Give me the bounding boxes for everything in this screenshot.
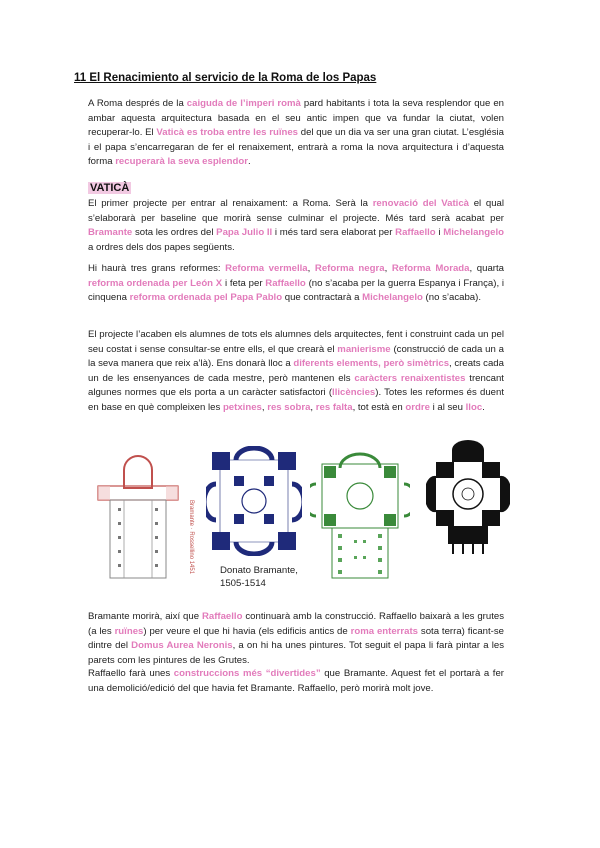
text-run: del que un dia va ser una gran ciutat. L’església i el papa s’encarregaran de fer el renaixement, entrarà a roma la nova arquitectura i d’aquesta forma	[88, 127, 505, 167]
highlighted-term: Reforma Morada	[391, 263, 470, 274]
rossellino-plan-drawing	[88, 448, 184, 582]
highlighted-term: res sobra	[267, 401, 311, 413]
highlighted-term: caràcters renaixentistes	[354, 372, 466, 384]
text-run: Raffaello farà unes	[88, 668, 174, 679]
text-run: ). Totes les reformes és duent en base en què compleixen les	[88, 387, 505, 413]
paragraph-intro	[88, 97, 504, 170]
highlighted-term: Michelangelo	[443, 227, 504, 238]
highlighted-term: Michelangelo	[362, 292, 423, 303]
text-run: a ordres dels dos papes següents.	[88, 241, 235, 253]
text-run: (no s’acaba per la guerra Espanya i França), i cinquena	[88, 277, 505, 303]
paragraph-raffaello-construccions	[88, 667, 504, 696]
highlighted-term: Raffaello	[265, 277, 306, 289]
highlighted-term: manierisme	[337, 343, 391, 355]
paragraph-reforms	[88, 262, 504, 306]
text-run: , a on hi ha unes pintures. Tot seguit el papa li farà pintar a les parets com les pintures de les Grutes.	[88, 640, 504, 666]
highlighted-term: ruïnes	[114, 625, 144, 637]
plan-caption	[220, 564, 298, 590]
highlighted-term: reforma ordenada per León X	[88, 277, 223, 289]
text-run: ,	[307, 263, 315, 274]
text-run: el qual s’elaborarà per baseline que morirà sense culminar el projecte. Més tard serà acabat per	[88, 198, 504, 224]
highlighted-term: llicències	[332, 387, 376, 398]
text-run: sota terra) ficant-se dintre del	[88, 625, 504, 651]
text-run: i al seu	[429, 401, 466, 413]
michelangelo-plan-drawing	[418, 440, 518, 560]
highlighted-term: lloc	[465, 401, 483, 413]
plan-vertical-label: Bramante · Rossellino 1451	[188, 500, 194, 575]
highlighted-term: Reforma vermella	[225, 263, 308, 274]
text-run: trencant algunes normes que els porta a un caràcter satisfactori (	[88, 372, 504, 398]
text-run: Bramante morirà, així que	[88, 611, 202, 622]
section-heading-vatica: VATICÀ	[90, 182, 130, 194]
plan-caption-line-2: 1505-1514	[220, 578, 266, 589]
highlighted-term: Domus Aurea Neronis	[131, 640, 233, 651]
text-run: continuarà amb la construcció. Raffaello baixarà a les grutes (a les	[88, 611, 504, 637]
highlighted-term: roma enterrats	[350, 625, 419, 637]
highlighted-term: caiguda de l’imperi romà	[186, 98, 301, 109]
page-title: 11 El Renacimiento al servicio de la Roma de los Papas	[74, 72, 377, 84]
text-run: i més tard sera elaborat per	[272, 227, 396, 238]
text-run: ) per veure el que hi havia (els edificis antics de	[143, 625, 351, 637]
text-run: (construcció de cada un a la seva manera que reix a’là). Ens donarà lloc a	[88, 343, 504, 369]
text-run: (no s’acaba).	[422, 292, 481, 303]
highlighted-term: Papa Julio II	[216, 227, 273, 238]
text-run: .	[482, 401, 485, 413]
plan-caption-line-1: Donato Bramante,	[220, 565, 298, 576]
paragraph-first-project	[88, 197, 504, 255]
text-run: ,	[384, 263, 392, 274]
highlighted-term: ordre	[405, 401, 430, 413]
text-run: pard habitants i tota la seva resplendor que en ambar aquesta arquitectura basada en el seu antic impen que va fundar la ciutat, volen recuperar-lo. El	[88, 98, 504, 138]
bramante-plan-drawing	[206, 446, 302, 556]
highlighted-term: Bramante	[88, 227, 133, 238]
text-run: que Bramante. Aquest fet el portarà a fer una demolició/edició del que havia fet Bramante. Raffaello, però morirà molt jove.	[88, 668, 504, 694]
highlighted-term: renovació del Vaticà	[372, 198, 469, 209]
text-run: que contractarà a	[282, 292, 363, 303]
text-run: , quarta	[469, 263, 504, 274]
highlighted-term: petxines	[222, 401, 262, 413]
highlighted-term: Reforma negra	[314, 263, 385, 274]
paragraph-raffaello-grutes	[88, 610, 504, 668]
text-run: El projecte l’acaben els alumnes de tots els alumnes dels arquitectes, fent i construint cada un pel seu costat i sense consultar-se entre ells, el que crearà el	[88, 329, 504, 355]
text-run: sota les ordres del	[132, 227, 217, 238]
text-run: , tot està en	[352, 401, 406, 413]
highlighted-term: Raffaello	[201, 611, 243, 622]
highlighted-term: res falta	[315, 401, 353, 413]
floor-plans-figure	[88, 440, 518, 590]
text-run: .	[248, 156, 251, 167]
text-run: ,	[310, 401, 316, 413]
raffaello-plan-drawing	[310, 446, 410, 580]
highlighted-term: recuperarà la seva esplendor	[115, 156, 248, 167]
text-run: , creats cada un de les ensenyances de cada mestre, però mantenen els	[88, 358, 504, 384]
highlighted-term: reforma ordenada pel Papa Pablo	[129, 292, 283, 303]
text-run: El primer projecte per entrar al renaixament: a Roma. Serà la	[88, 198, 373, 209]
text-run: i	[435, 227, 444, 238]
highlighted-term: Vaticà es troba entre les ruïnes	[156, 127, 299, 138]
text-run: Hi haurà tres grans reformes:	[88, 263, 226, 274]
text-run: ,	[261, 401, 268, 413]
text-run: i feta per	[222, 277, 266, 289]
text-run: A Roma després de la	[88, 98, 187, 109]
paragraph-manierisme	[88, 328, 504, 415]
highlighted-term: diferents elements, però simètrics	[293, 358, 450, 369]
highlighted-term: Raffaello	[395, 227, 436, 238]
highlighted-term: construccions més “divertides”	[173, 668, 321, 679]
